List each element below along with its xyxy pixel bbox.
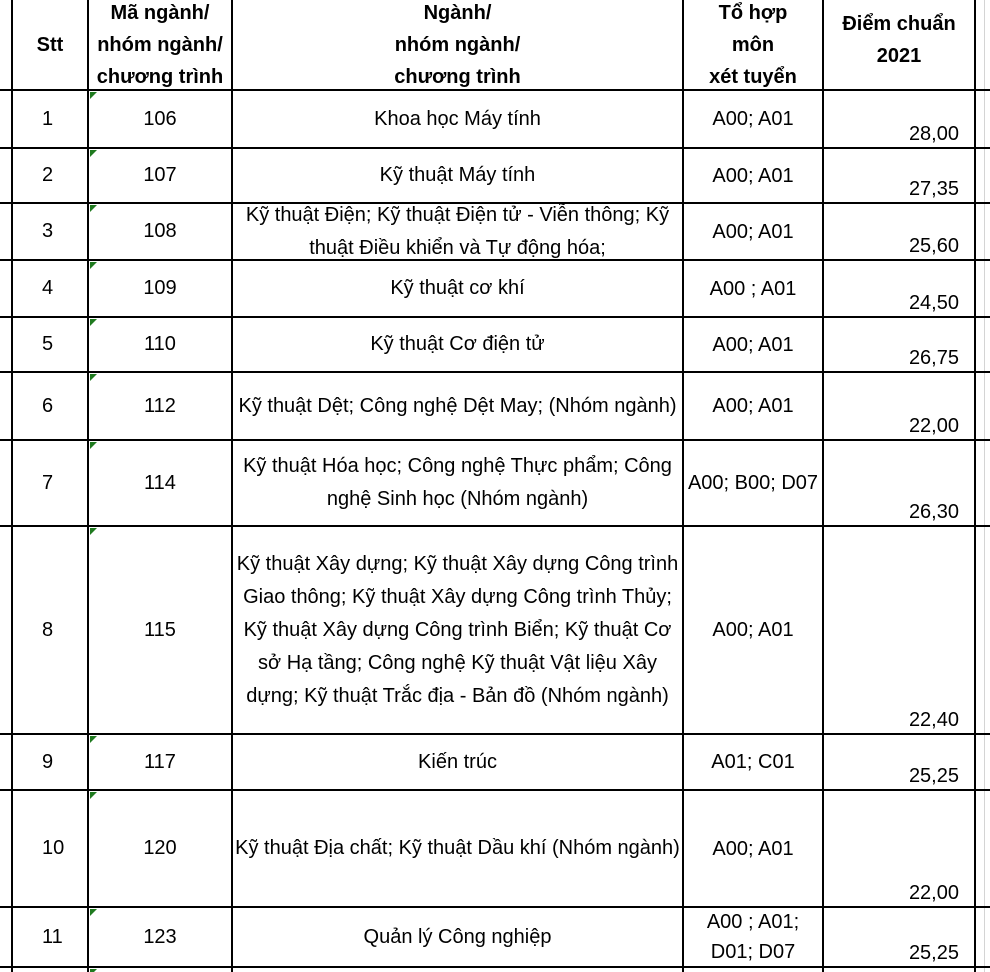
header-name-line: chương trình: [394, 66, 521, 88]
grid-hline: [0, 259, 990, 261]
cell-stt[interactable]: [12, 317, 88, 372]
code-value: 114: [144, 471, 176, 494]
cell-name[interactable]: [232, 526, 683, 734]
grid-hline: [0, 789, 990, 791]
header-code-line: Mã ngành/: [110, 2, 210, 24]
name-value: Kỹ thuật cơ khí: [390, 277, 525, 299]
combo-value: A01; C01: [711, 751, 795, 773]
cell-comment-marker-icon: [90, 92, 97, 99]
cell-score[interactable]: [823, 148, 975, 203]
cell-code[interactable]: [88, 317, 232, 372]
combo-value: A00; A01: [712, 164, 794, 187]
cell-stt[interactable]: [12, 907, 88, 967]
grid-vline: [822, 0, 824, 972]
cell-comment-marker-icon: [90, 205, 97, 212]
header-combo-line: môn: [731, 34, 775, 56]
name-value: Kỹ thuật Địa chất; Kỹ thuật Dầu khí (Nhóm ngành): [235, 837, 680, 859]
code-value: 120: [143, 837, 177, 859]
cell-comment-marker-icon: [90, 442, 97, 449]
cell-code[interactable]: [88, 907, 232, 967]
cell-name[interactable]: [232, 317, 683, 372]
cell-score[interactable]: [823, 317, 975, 372]
header-score-line: 2021: [876, 45, 922, 67]
cell-comment-marker-icon: [90, 319, 97, 326]
combo-value: A00; A01: [712, 220, 794, 243]
cell-stt[interactable]: [12, 790, 88, 907]
grid-hline: [0, 966, 990, 968]
cell-combo[interactable]: [683, 734, 823, 790]
code-value: 123: [143, 925, 177, 948]
name-value: Kỹ thuật Xây dựng; Kỹ thuật Xây dựng Công trình Giao thông; Kỹ thuật Xây dựng Công trình Thủy; Kỹ thuật Xây dựng Công trình Biển; Kỹ thuật Cơ sở Hạ tầng; Công nghệ Kỹ thuật Vật liệu Xây dựng; Kỹ thuật Trắc địa - Bản đồ (Nhóm ngành): [236, 552, 679, 707]
cell-code[interactable]: [88, 526, 232, 734]
cell-name[interactable]: [232, 440, 683, 526]
cell-stt[interactable]: [12, 203, 88, 260]
score-value: 25,25: [908, 765, 959, 787]
header-combo[interactable]: [683, 0, 823, 90]
header-stt-line: Stt: [36, 34, 64, 56]
cell-name[interactable]: [232, 790, 683, 907]
header-code-line: chương trình: [96, 66, 224, 88]
score-value: 24,50: [908, 292, 959, 314]
cell-combo[interactable]: [683, 317, 823, 372]
cell-combo[interactable]: [683, 203, 823, 260]
score-value: 22,00: [908, 882, 959, 904]
header-code-line: nhóm ngành/: [97, 34, 223, 56]
grid-hline: [0, 733, 990, 735]
score-value: 27,35: [908, 178, 959, 200]
cell-code[interactable]: [88, 372, 232, 440]
cell-combo[interactable]: [683, 372, 823, 440]
stt-value: 6: [42, 394, 54, 417]
combo-value: A00; A01: [712, 108, 794, 130]
cell-score[interactable]: [823, 907, 975, 967]
cell-score[interactable]: [823, 260, 975, 317]
cell-code[interactable]: [88, 734, 232, 790]
grid-vline: [87, 0, 89, 972]
code-value: 106: [143, 107, 177, 130]
header-name[interactable]: [232, 0, 683, 90]
grid-hline: [0, 202, 990, 204]
grid-hline: [0, 147, 990, 149]
cell-stt[interactable]: [12, 260, 88, 317]
grid-hline: [0, 525, 990, 527]
header-combo-line: Tổ hợp: [718, 2, 788, 24]
cell-combo[interactable]: [683, 907, 823, 967]
cell-stt[interactable]: [12, 440, 88, 526]
combo-value: A00; A01: [712, 395, 794, 417]
cell-comment-marker-icon: [90, 736, 97, 743]
stt-value: 2: [42, 164, 54, 186]
name-value: Kỹ thuật Cơ điện tử: [370, 333, 545, 355]
cell-name[interactable]: [232, 372, 683, 440]
header-stt[interactable]: [12, 0, 88, 90]
cell-code[interactable]: [88, 203, 232, 260]
stt-value: 10: [42, 837, 65, 859]
cell-stt[interactable]: [12, 526, 88, 734]
cell-comment-marker-icon: [90, 262, 97, 269]
cell-combo[interactable]: [683, 260, 823, 317]
grid-vline: [231, 0, 233, 972]
grid-vline: [974, 0, 976, 972]
stt-value: 1: [42, 107, 54, 130]
header-code[interactable]: [88, 0, 232, 90]
score-value: 25,25: [908, 942, 959, 964]
combo-value: A00; A01: [712, 333, 794, 356]
cell-comment-marker-icon: [90, 909, 97, 916]
grid-vline: [11, 0, 13, 972]
combo-value: A00 ; A01: [709, 277, 797, 300]
header-name-line: Ngành/: [423, 2, 492, 24]
stt-value: 3: [42, 220, 54, 242]
stt-value: 7: [42, 471, 54, 494]
cell-score[interactable]: [823, 90, 975, 148]
combo-value: A00 ; A01; D01; D07: [706, 911, 800, 963]
cell-comment-marker-icon: [90, 150, 97, 157]
cell-score[interactable]: [823, 203, 975, 260]
combo-value: A00; A01: [712, 837, 794, 860]
stt-value: 4: [42, 277, 54, 299]
cell-combo[interactable]: [683, 790, 823, 907]
stt-value: 8: [42, 618, 54, 641]
cell-score[interactable]: [823, 790, 975, 907]
cell-name[interactable]: [232, 260, 683, 317]
grid-hline: [0, 906, 990, 908]
name-value: Kỹ thuật Điện; Kỹ thuật Điện tử - Viễn thông; Kỹ thuật Điều khiển và Tự động hóa;: [245, 203, 670, 259]
score-value: 26,75: [908, 347, 959, 369]
stt-value: 5: [42, 333, 54, 355]
cell-name[interactable]: [232, 148, 683, 203]
header-combo-line: xét tuyển: [709, 66, 797, 88]
cell-name[interactable]: [232, 203, 683, 260]
name-value: Khoa học Máy tính: [374, 107, 541, 130]
cell-combo[interactable]: [683, 526, 823, 734]
cell-score[interactable]: [823, 372, 975, 440]
combo-value: A00; A01: [712, 619, 794, 641]
cell-stt[interactable]: [12, 734, 88, 790]
cell-code[interactable]: [88, 440, 232, 526]
score-value: 26,30: [908, 501, 959, 523]
cell-code[interactable]: [88, 790, 232, 907]
score-value: 22,40: [908, 709, 959, 731]
grid-hline: [0, 316, 990, 318]
cell-stt[interactable]: [12, 90, 88, 148]
score-value: 25,60: [908, 235, 959, 257]
stt-value: 11: [42, 925, 63, 948]
cell-stt[interactable]: [12, 372, 88, 440]
grid-vline-light: [984, 0, 985, 972]
code-value: 108: [143, 220, 177, 242]
cell-name[interactable]: [232, 90, 683, 148]
code-value: 117: [144, 750, 176, 773]
name-value: Quản lý Công nghiệp: [363, 925, 552, 948]
code-value: 109: [143, 277, 177, 299]
header-name-line: nhóm ngành/: [394, 34, 521, 56]
code-value: 107: [143, 164, 177, 186]
cell-combo[interactable]: [683, 90, 823, 148]
header-score[interactable]: [823, 0, 975, 90]
cell-code[interactable]: [88, 148, 232, 203]
cell-score[interactable]: [823, 526, 975, 734]
combo-value: A00; B00; D07: [687, 472, 819, 494]
cell-score[interactable]: [823, 734, 975, 790]
header-score-line: Điểm chuẩn: [842, 13, 956, 35]
name-value: Kỹ thuật Máy tính: [379, 164, 536, 186]
name-value: Kỹ thuật Hóa học; Công nghệ Thực phẩm; Công nghệ Sinh học (Nhóm ngành): [243, 455, 672, 510]
grid-vline: [682, 0, 684, 972]
grid-hline: [0, 89, 990, 91]
code-value: 110: [144, 333, 176, 355]
grid-hline: [0, 439, 990, 441]
cell-combo[interactable]: [683, 148, 823, 203]
stt-value: 9: [42, 750, 54, 773]
score-value: 22,00: [908, 415, 959, 437]
name-value: Kiến trúc: [418, 750, 497, 773]
cell-stt[interactable]: [12, 148, 88, 203]
cell-name[interactable]: [232, 907, 683, 967]
cell-comment-marker-icon: [90, 792, 97, 799]
code-value: 115: [144, 618, 176, 641]
cell-comment-marker-icon: [90, 528, 97, 535]
code-value: 112: [144, 394, 176, 417]
name-value: Kỹ thuật Dệt; Công nghệ Dệt May; (Nhóm ngành): [238, 394, 677, 417]
cell-name[interactable]: [232, 734, 683, 790]
cell-code[interactable]: [88, 90, 232, 148]
cell-score[interactable]: [823, 440, 975, 526]
grid-hline: [0, 371, 990, 373]
score-value: 28,00: [908, 123, 959, 145]
cell-combo[interactable]: [683, 440, 823, 526]
cell-comment-marker-icon: [90, 374, 97, 381]
cell-code[interactable]: [88, 260, 232, 317]
